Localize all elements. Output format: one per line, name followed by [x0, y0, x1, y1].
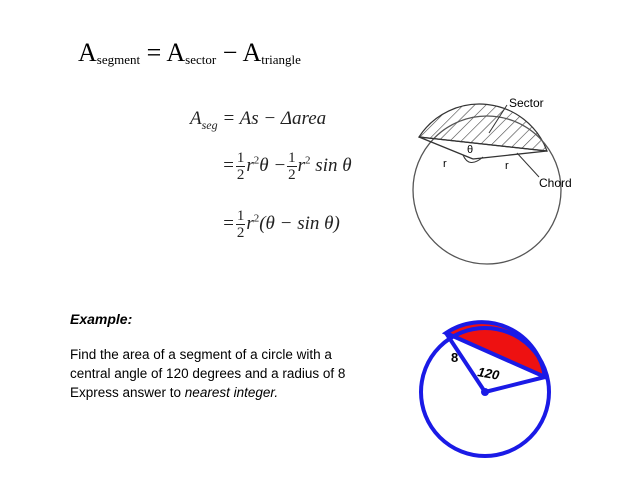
example-circle-diagram	[415, 320, 565, 470]
radius-8-label: 8	[451, 350, 459, 365]
radius-label-right: r	[505, 160, 509, 172]
derivation-line-1: $A_{seg} = As$ − Δarea	[190, 108, 327, 132]
radius-label-left: r	[443, 158, 447, 170]
center-point	[481, 388, 489, 396]
theta-label: θ	[467, 144, 474, 156]
derivation-line-3: = $\frac{1}{2}$ $r^2(\theta - \sin \theta)$	[222, 208, 340, 241]
derivation-line-2: = $\frac{1}{2}$ $r^2\theta$ − $\frac{1}{2}$ $r^2$ sin θ	[222, 150, 352, 183]
radius-right	[473, 151, 547, 159]
chord-label: Chord	[539, 176, 572, 190]
example-title: Example:	[70, 311, 133, 327]
chord-pointer	[517, 153, 539, 177]
sector-chord-diagram	[405, 95, 585, 275]
example-text: Find the area of a segment of a circle with a central angle of 120 degrees and a radius of 8 Express answer to nearest integer.	[70, 347, 346, 400]
angle-120-label: 120	[476, 364, 501, 383]
sector-label: Sector	[509, 96, 544, 110]
segment-area-formula: $A_{segment} = A_{sector} - A_{triangle}$	[78, 38, 301, 67]
